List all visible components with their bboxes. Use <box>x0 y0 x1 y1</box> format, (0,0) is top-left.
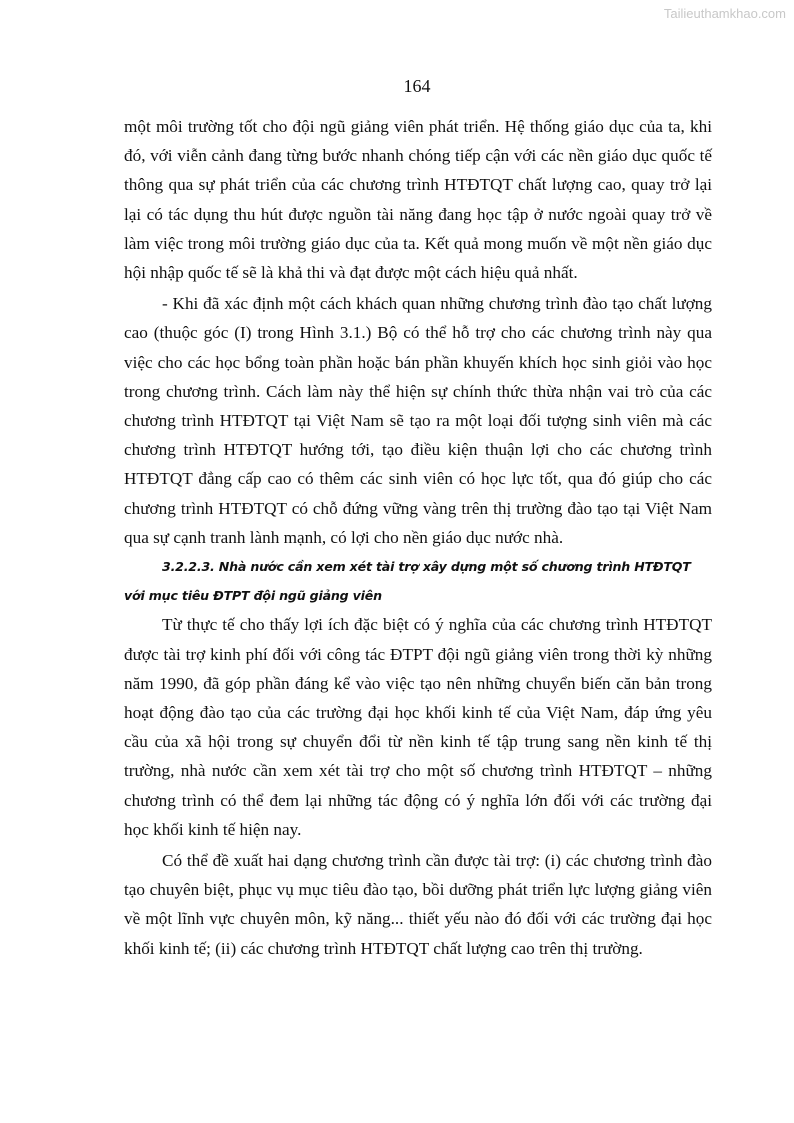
paragraph-2: - Khi đã xác định một cách khách quan những chương trình đào tạo chất lượng cao (thuộc góc (I) trong Hình 3.1.) Bộ có thể hỗ trợ cho các chương trình này qua việc cho các học bổng toàn phần hoặc bán phần khuyến khích học sinh giỏi vào học trong chương trình. Cách làm này thể hiện sự chính thức thừa nhận vai trò của các chương trình HTĐTQT tại Việt Nam sẽ tạo ra một loại đối tượng sinh viên mà các chương trình HTĐTQT hướng tới, tạo điều kiện thuận lợi cho các chương trình HTĐTQT đẳng cấp cao có thêm các sinh viên có học lực tốt, qua đó giúp cho các chương trình HTĐTQT có chỗ đứng vững vàng trên thị trường đào tạo tại Việt Nam qua sự cạnh tranh lành mạnh, có lợi cho nền giáo dục nước nhà. <box>124 294 712 547</box>
paragraph-4: Có thể đề xuất hai dạng chương trình cần được tài trợ: (i) các chương trình đào tạo chuyên biệt, phục vụ mục tiêu đào tạo, bồi dưỡng phát triển lực lượng giảng viên về một lĩnh vực chuyên môn, kỹ năng... thiết yếu nào đó đối với các trường đại học khối kinh tế; (ii) các chương trình HTĐTQT chất lượng cao trên thị trường. <box>124 851 712 958</box>
page-number: 164 <box>403 76 431 96</box>
section-heading <box>124 552 712 610</box>
section-heading-line-2: với mục tiêu ĐTPT đội ngũ giảng viên <box>124 588 382 604</box>
watermark: Tailieuthamkhao.com <box>663 6 786 21</box>
document-body <box>124 112 712 963</box>
paragraph-1: một môi trường tốt cho đội ngũ giảng viên phát triển. Hệ thống giáo dục của ta, khi đó, với viễn cảnh đang từng bước nhanh chóng tiếp cận với các nền giáo dục quốc tế thông qua sự phát triển của các chương trình HTĐTQT chất lượng cao, quay trở lại lại có tác dụng thu hút được nguồn tài năng đang học tập ở nước ngoài quay trở về làm việc trong môi trường giáo dục của ta. Kết quả mong muốn về một nền giáo dục hội nhập quốc tế sẽ là khả thi và đạt được một cách hiệu quả nhất. <box>124 117 712 283</box>
paragraph-3: Từ thực tế cho thấy lợi ích đặc biệt có ý nghĩa của các chương trình HTĐTQT được tài trợ kinh phí đối với công tác ĐTPT đội ngũ giảng viên trong thời kỳ những năm 1990, đã góp phần đáng kể vào việc tạo nên những chuyển biến căn bản trong hoạt động đào tạo của các trường đại học khối kinh tế của Việt Nam, đáp ứng yêu cầu của xã hội trong sự chuyển đổi từ nền kinh tế tập trung sang nền kinh tế thị trường, nhà nước cần xem xét tài trợ cho một số chương trình HTĐTQT – những chương trình có thể đem lại những tác động có ý nghĩa lớn đối với các trường đại học khối kinh tế hiện nay. <box>124 615 712 839</box>
section-heading-line-1: 3.2.2.3. Nhà nước cần xem xét tài trợ xây dựng một số chương trình HTĐTQT <box>162 559 691 575</box>
